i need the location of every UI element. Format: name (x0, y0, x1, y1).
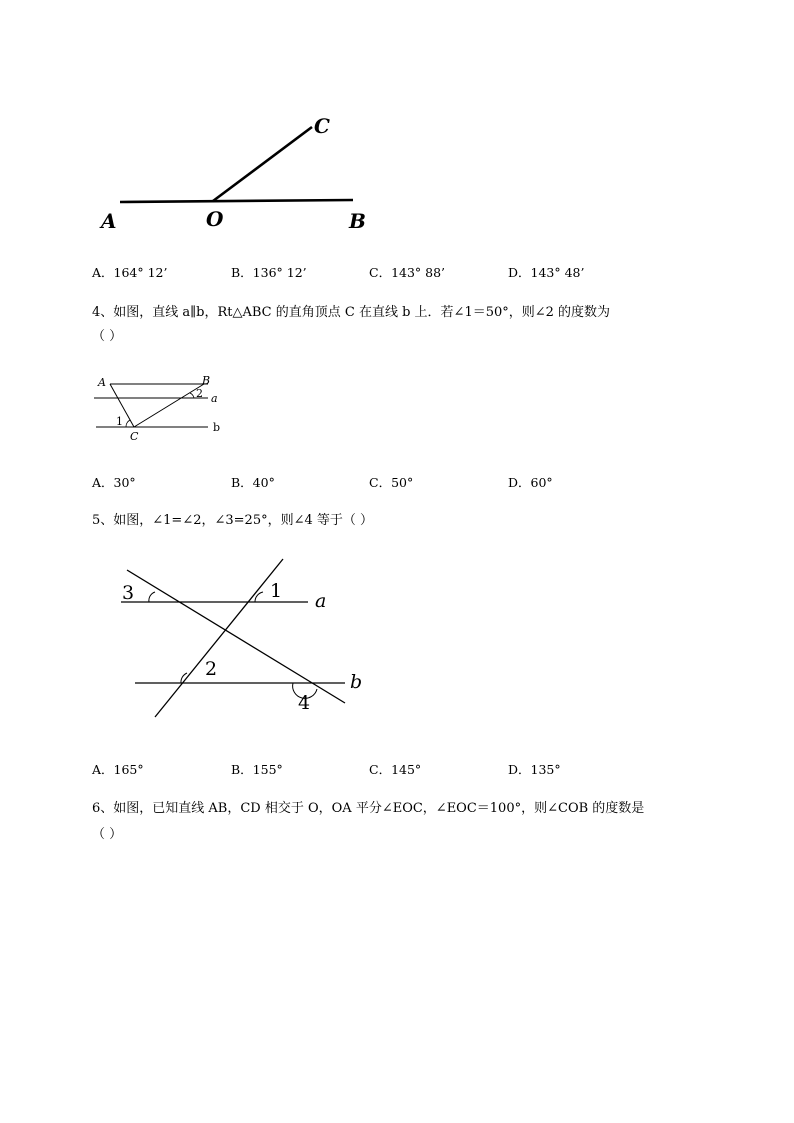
q3-option-b[interactable]: B．136° 12’ (231, 265, 307, 280)
q4-option-a[interactable]: A．30° (92, 475, 136, 490)
q5-option-d[interactable]: D．135° (508, 762, 561, 777)
label-line-b: b (350, 671, 363, 693)
q5-stem: 5、如图，∠1=∠2，∠3=25°，则∠4 等于（ ） (92, 513, 374, 528)
label-o: O (206, 207, 224, 231)
label-a: A (98, 376, 106, 389)
label-angle-2: 2 (205, 658, 218, 680)
q5-option-a[interactable]: A．165° (92, 762, 144, 777)
label-line-a: a (211, 392, 218, 405)
q3-option-a[interactable]: A．164° 12’ (92, 265, 168, 280)
label-line-a: a (315, 590, 327, 612)
q6-answer-blank: （ ） (92, 827, 123, 842)
q4-answer-blank: （ ） (92, 329, 123, 344)
figure-parallel-triangle (90, 372, 230, 444)
q5-option-b[interactable]: B．155° (231, 762, 283, 777)
label-c: C (314, 114, 330, 138)
figure-two-transversals (115, 555, 375, 720)
label-line-b: b (213, 421, 221, 434)
q5-option-c[interactable]: C．145° (369, 762, 422, 777)
q6-stem: 6、如图，已知直线 AB，CD 相交于 O，OA 平分∠EOC，∠EOC＝100°，则∠COB 的度数是 (92, 801, 645, 816)
label-angle-2: 2 (196, 387, 203, 400)
label-angle-1: 1 (270, 580, 283, 602)
q4-stem: 4、如图，直线 a∥b，Rt△ABC 的直角顶点 C 在直线 b 上．若∠1＝50°，则∠2 的度数为 (92, 305, 611, 320)
label-b: B (202, 374, 211, 387)
q4-option-d[interactable]: D．60° (508, 475, 553, 490)
label-angle-3: 3 (122, 582, 135, 604)
label-a: A (101, 209, 117, 233)
q3-option-d[interactable]: D．143° 48’ (508, 265, 585, 280)
label-b: B (349, 209, 366, 233)
label-angle-4: 4 (298, 692, 311, 714)
q4-option-b[interactable]: B．40° (231, 475, 275, 490)
q4-option-c[interactable]: C．50° (369, 475, 414, 490)
figure-angle-aob (95, 105, 385, 240)
label-angle-1: 1 (116, 415, 123, 428)
label-c: C (130, 430, 139, 443)
q3-option-c[interactable]: C．143° 88’ (369, 265, 446, 280)
